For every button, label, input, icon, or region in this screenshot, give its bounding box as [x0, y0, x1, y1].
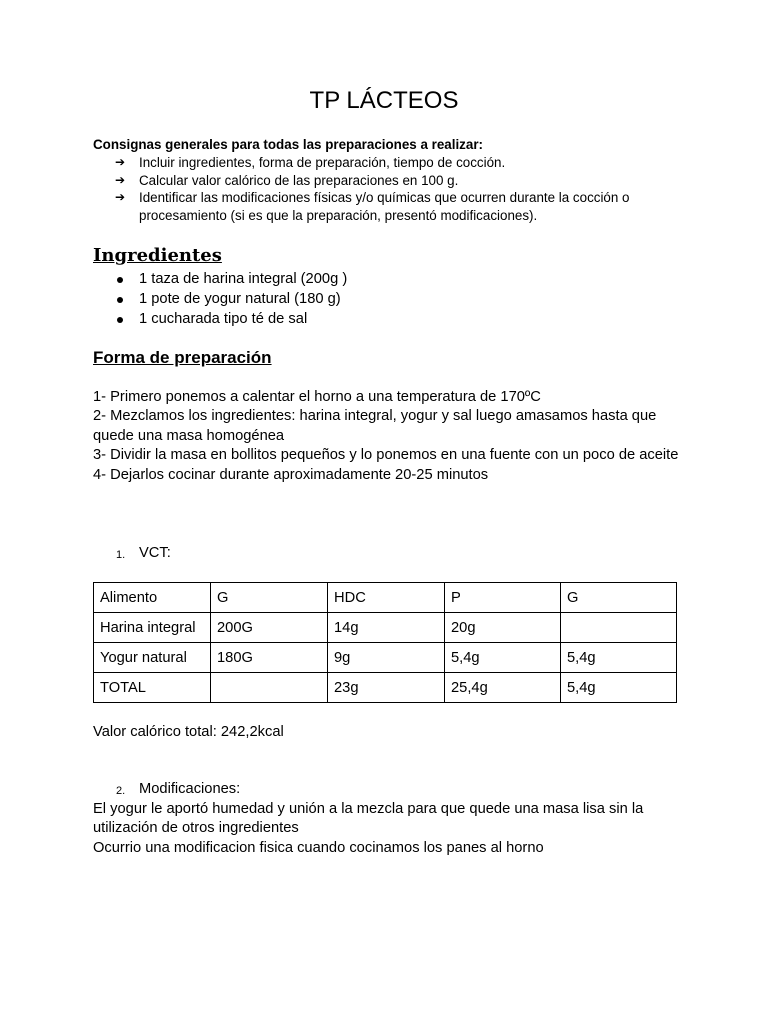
document-title: TP LÁCTEOS: [309, 87, 459, 114]
consignas-heading: Consignas generales para todas las preparaciones a realizar:: [93, 137, 483, 152]
table-row: [94, 643, 677, 673]
table-cell: 200G: [211, 613, 328, 643]
modificaciones-label: Modificaciones:: [139, 781, 241, 797]
table-cell: 20g: [445, 613, 561, 643]
table-header-cell: G: [561, 583, 677, 613]
table-cell: 5,4g: [561, 643, 677, 673]
ingredientes-heading: Ingredientes: [93, 245, 222, 266]
bullet-icon: [117, 317, 123, 323]
modificaciones-text: [93, 800, 683, 858]
ingredientes-list: [93, 269, 693, 329]
vct-label: VCT:: [139, 545, 171, 561]
preparation-steps: [93, 388, 683, 485]
list-number: 1.: [116, 549, 126, 561]
ingrediente-text: 1 taza de harina integral (200g ): [139, 271, 348, 287]
paragraph: Ocurrio una modificacion fisica cuando cocinamos los panes al horno: [93, 839, 544, 856]
table-cell: 25,4g: [445, 673, 561, 703]
step-text: 1- Primero ponemos a calentar el horno a una temperatura de 170ºC: [93, 389, 541, 405]
step-text: 4- Dejarlos cocinar durante aproximadamente 20-25 minutos: [93, 466, 489, 483]
table-cell: [561, 613, 677, 643]
table-cell: 23g: [328, 673, 445, 703]
list-item: [93, 189, 683, 224]
bullet-icon: [117, 277, 123, 283]
list-item: [93, 172, 683, 190]
table-header-cell: HDC: [328, 583, 445, 613]
step-text: 3- Dividir la masa en bollitos pequeños y lo ponemos en una fuente con un poco de aceite: [93, 447, 679, 464]
list-item: [93, 154, 683, 172]
table-cell: [211, 673, 328, 703]
valor-calorico-total: Valor calórico total: 242,2kcal: [93, 724, 284, 740]
list-item: [93, 309, 693, 329]
arrow-icon: ➔: [115, 190, 126, 204]
ingrediente-text: 1 pote de yogur natural (180 g): [139, 291, 341, 307]
table-cell: 180G: [211, 643, 328, 673]
consigna-text: Identificar las modificaciones físicas y/o químicas que ocurren durante la cocción o procesamiento (si es que la preparación, presentó modificaciones).: [139, 190, 630, 223]
table-header-cell: G: [211, 583, 328, 613]
ingrediente-text: 1 cucharada tipo té de sal: [139, 311, 308, 327]
table-header-row: [94, 583, 677, 613]
table-cell: Yogur natural: [94, 643, 211, 673]
consigna-text: Incluir ingredientes, forma de preparación, tiempo de cocción.: [139, 155, 506, 170]
bullet-icon: [117, 297, 123, 303]
table-cell: TOTAL: [94, 673, 211, 703]
table-header-cell: Alimento: [94, 583, 211, 613]
table-cell: 9g: [328, 643, 445, 673]
table-row: [94, 673, 677, 703]
consignas-list: [93, 154, 683, 224]
paragraph: El yogur le aportó humedad y unión a la mezcla para que quede una masa lisa sin la utilización de otros ingredientes: [93, 801, 644, 837]
vct-table: [93, 582, 677, 703]
table-header-cell: P: [445, 583, 561, 613]
arrow-icon: ➔: [115, 155, 126, 169]
consigna-text: Calcular valor calórico de las preparaciones en 100 g.: [139, 172, 459, 188]
list-number: 2.: [116, 785, 126, 797]
step-text: 2- Mezclamos los ingredientes: harina integral, yogur y sal luego amasamos hasta que quede una masa homogénea: [93, 408, 657, 444]
table-cell: 14g: [328, 613, 445, 643]
table-cell: 5,4g: [561, 673, 677, 703]
forma-heading: Forma de preparación: [93, 348, 272, 367]
list-item: [93, 269, 693, 289]
table-cell: 5,4g: [445, 643, 561, 673]
arrow-icon: ➔: [115, 172, 126, 187]
table-cell: Harina integral: [94, 613, 211, 643]
table-row: [94, 613, 677, 643]
list-item: [93, 289, 693, 309]
